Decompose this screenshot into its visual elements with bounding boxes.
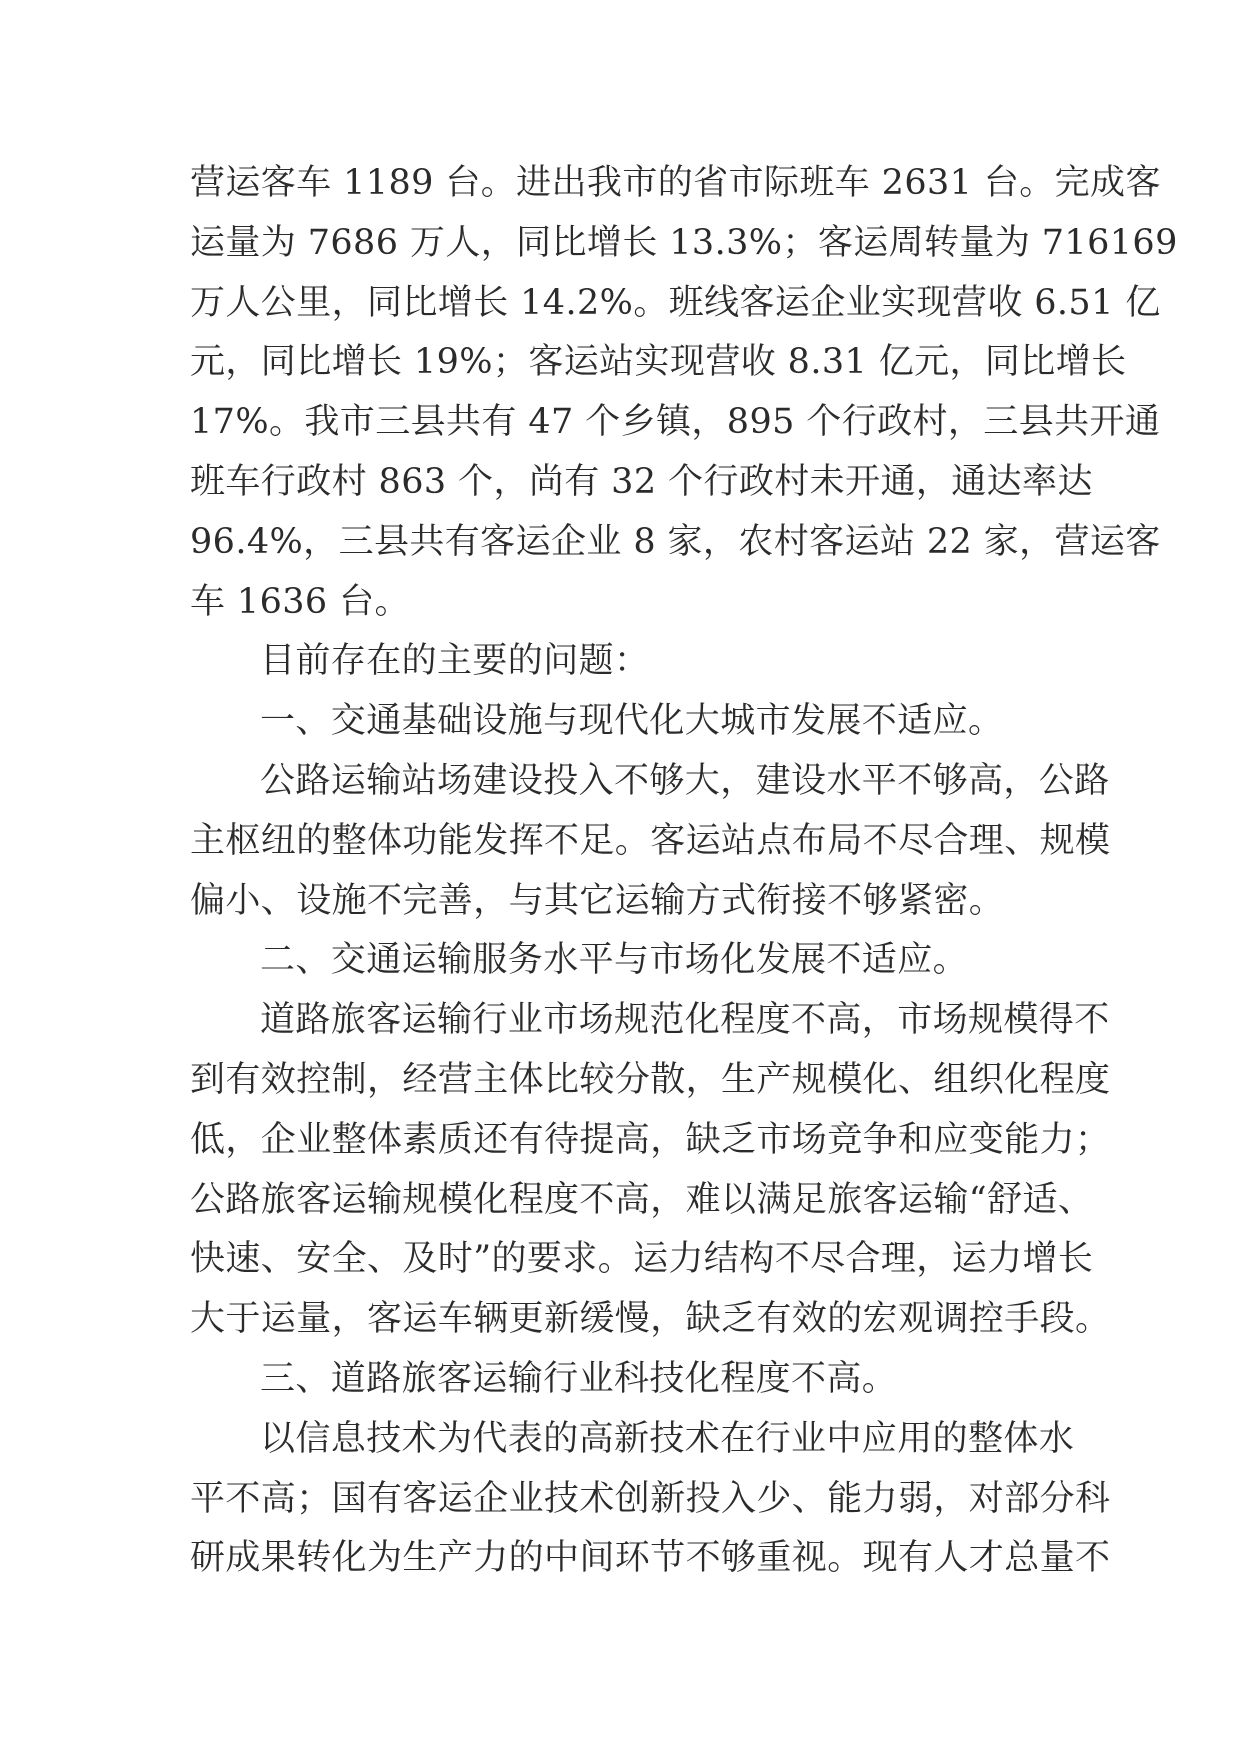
text-line: 车 1636 台。	[190, 581, 410, 622]
text-line: 三、道路旅客运输行业科技化程度不高。	[260, 1358, 898, 1399]
text-line: 低，企业整体素质还有待提高，缺乏市场竞争和应变能力；	[190, 1119, 1111, 1160]
text-line: 一、交通基础设施与现代化大城市发展不适应。	[260, 701, 1004, 742]
text-line: 平不高；国有客运企业技术创新投入少、能力弱，对部分科	[190, 1478, 1111, 1519]
text-line: 营运客车 1189 台。进出我市的省市际班车 2631 台。完成客	[190, 163, 1161, 203]
text-line: 元，同比增长 19%；客运站实现营收 8.31 亿元，同比增长	[190, 342, 1127, 383]
text-line: 17%。我市三县共有 47 个乡镇，895 个行政村，三县共开通	[190, 402, 1161, 443]
text-line: 偏小、设施不完善，与其它运输方式衔接不够紧密。	[190, 880, 1005, 921]
text-line: 万人公里，同比增长 14.2%。班线客运企业实现营收 6.51 亿	[190, 282, 1161, 323]
text-line: 班车行政村 863 个，尚有 32 个行政村未开通，通达率达	[190, 461, 1093, 502]
text-line: 运量为 7686 万人，同比增长 13.3%；客运周转量为 716169	[190, 222, 1178, 263]
text-line: 公路运输站场建设投入不够大，建设水平不够高，公路	[260, 760, 1110, 801]
text-line: 研成果转化为生产力的中间环节不够重视。现有人才总量不	[190, 1538, 1111, 1579]
text-line: 目前存在的主要的问题：	[260, 641, 650, 682]
text-line: 96.4%，三县共有客运企业 8 家，农村客运站 22 家，营运客	[190, 521, 1161, 562]
text-line: 快速、安全、及时”的要求。运力结构不尽合理，运力增长	[190, 1239, 1094, 1280]
text-line: 到有效控制，经营主体比较分散，生产规模化、组织化程度	[190, 1059, 1111, 1100]
text-line: 道路旅客运输行业市场规范化程度不高，市场规模得不	[260, 1000, 1110, 1041]
text-line: 二、交通运输服务水平与市场化发展不适应。	[260, 940, 969, 981]
text-line: 公路旅客运输规模化程度不高，难以满足旅客运输“舒适、	[190, 1179, 1094, 1220]
text-line: 以信息技术为代表的高新技术在行业中应用的整体水	[260, 1418, 1075, 1459]
document-body	[190, 154, 1178, 1589]
text-line: 主枢纽的整体功能发挥不足。客运站点布局不尽合理、规模	[190, 820, 1111, 861]
text-line: 大于运量，客运车辆更新缓慢，缺乏有效的宏观调控手段。	[190, 1299, 1111, 1340]
